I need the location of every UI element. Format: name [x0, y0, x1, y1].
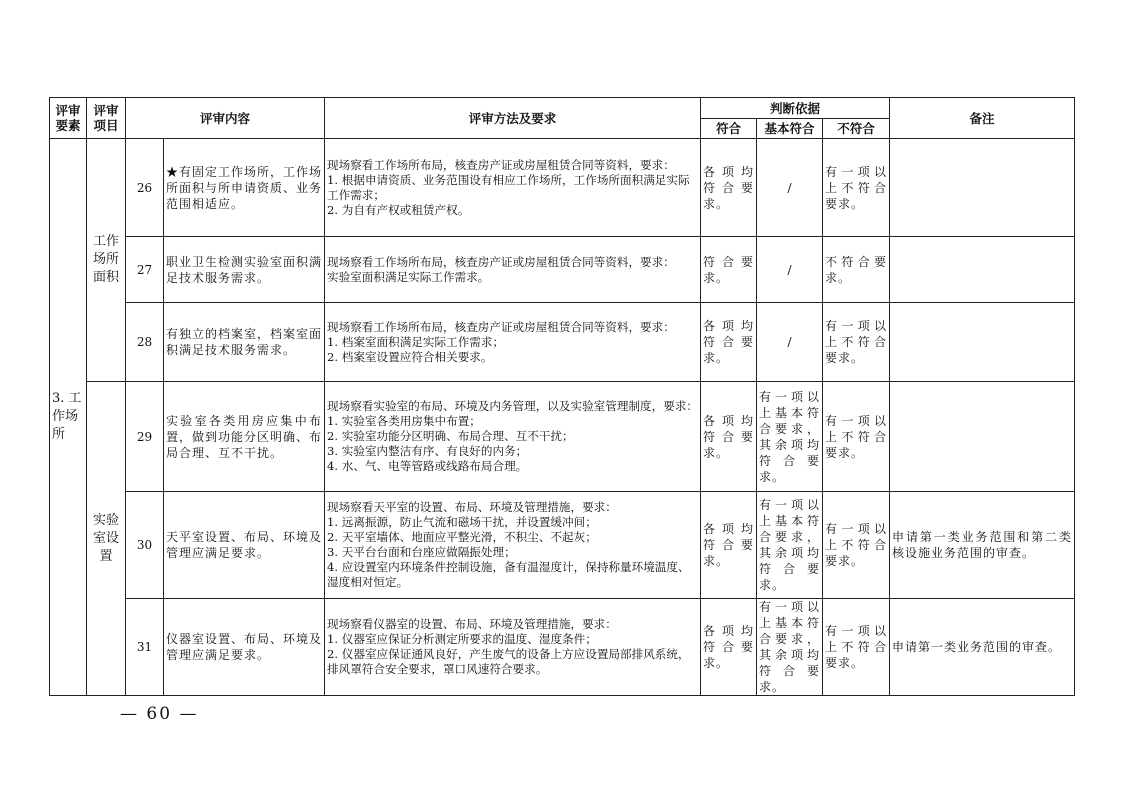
nonconform-cell: 有一项以上不符合要求。 [823, 382, 890, 492]
method-cell [325, 303, 701, 382]
method-line: 2. 档案室设置应符合相关要求。 [327, 349, 493, 364]
header-element: 评审要素 [50, 98, 87, 139]
remark-cell: 申请第一类业务范围和第二类核设施业务范围的审查。 [890, 492, 1075, 599]
table-row [50, 599, 1075, 696]
method-cell [325, 599, 701, 696]
row-number: 26 [126, 139, 164, 237]
header-item: 评审项目 [87, 98, 126, 139]
table-row [50, 382, 1075, 492]
basic-cell: 有一项以上基本符合要求，其余项均符合要求。 [757, 382, 823, 492]
header-remark: 备注 [890, 98, 1075, 139]
remark-cell [890, 139, 1075, 237]
header-method: 评审方法及要求 [325, 98, 701, 139]
method-line: 1. 根据申请资质、业务范围设有相应工作场所，工作场所面积满足实际工作需求； [327, 172, 690, 202]
header-conform: 符合 [701, 119, 757, 139]
method-line: 2. 天平室墙体、地面应平整光滑，不积尘、不起灰； [327, 530, 597, 544]
method-line: 3. 天平台台面和台座应做隔振处理； [327, 545, 516, 559]
method-line: 现场察看工作场所布局，核查房产证或房屋租赁合同等资料，要求： [327, 319, 675, 334]
method-cell [325, 139, 701, 237]
basic-cell: 有一项以上基本符合要求，其余项均符合要求。 [757, 492, 823, 599]
basic-cell: / [757, 237, 823, 303]
header-nonconform: 不符合 [823, 119, 890, 139]
nonconform-cell: 有一项以上不符合要求。 [823, 139, 890, 237]
nonconform-cell: 有一项以上不符合要求。 [823, 303, 890, 382]
page-number: — 60 — [120, 704, 199, 724]
content-cell: 有独立的档案室，档案室面积满足技术服务需求。 [164, 303, 325, 382]
conform-cell: 各项均符合要求。 [701, 492, 757, 599]
method-line: 1. 仪器室应保证分析测定所要求的温度、湿度条件； [327, 632, 597, 646]
conform-cell: 各项均符合要求。 [701, 599, 757, 696]
method-line: 现场察看工作场所布局，核查房产证或房屋租赁合同等资料，要求： [327, 157, 675, 172]
method-line: 3. 实验室内整洁有序、有良好的内务； [327, 444, 528, 458]
table-row [50, 237, 1075, 303]
remark-cell [890, 237, 1075, 303]
element-cell: 3. 工作场所 [50, 139, 87, 696]
conform-cell: 各项均符合要求。 [701, 139, 757, 237]
review-table [49, 97, 1075, 696]
method-line: 4. 应设置室内环境条件控制设施，备有温湿度计，保持称量环境温度、湿度相对恒定。 [327, 560, 690, 589]
content-cell: 天平室设置、布局、环境及管理应满足要求。 [164, 492, 325, 599]
method-cell [325, 382, 701, 492]
remark-cell [890, 303, 1075, 382]
method-cell [325, 237, 701, 303]
nonconform-cell: 有一项以上不符合要求。 [823, 492, 890, 599]
row-number: 30 [126, 492, 164, 599]
header-row-1 [50, 98, 1075, 119]
item-cell: 实验室设置 [87, 382, 126, 696]
header-content: 评审内容 [126, 98, 325, 139]
conform-cell: 各项均符合要求。 [701, 382, 757, 492]
row-number: 31 [126, 599, 164, 696]
nonconform-cell: 有一项以上不符合要求。 [823, 599, 890, 696]
conform-cell: 符合要求。 [701, 237, 757, 303]
content-cell: 职业卫生检测实验室面积满足技术服务需求。 [164, 237, 325, 303]
method-line: 实验室面积满足实际工作需求。 [327, 269, 490, 284]
method-line: 2. 实验室功能分区明确、布局合理、互不干扰； [327, 429, 574, 443]
basic-cell: / [757, 303, 823, 382]
method-line: 2. 仪器室应保证通风良好，产生废气的设备上方应设置局部排风系统，排风罩符合安全要求，罩口风速符合要求。 [327, 647, 690, 676]
row-number: 29 [126, 382, 164, 492]
header-basis: 判断依据 [701, 98, 890, 119]
method-line: 4. 水、气、电等管路或线路布局合理。 [327, 459, 528, 473]
header-basic-conform: 基本符合 [757, 119, 823, 139]
table-row [50, 139, 1075, 237]
method-line: 2. 为自有产权或租赁产权。 [327, 202, 470, 217]
content-cell: 仪器室设置、布局、环境及管理应满足要求。 [164, 599, 325, 696]
item-cell: 工作场所面积 [87, 139, 126, 382]
method-line: 1. 实验室各类用房集中布置； [327, 414, 481, 428]
remark-cell [890, 382, 1075, 492]
basic-cell: 有一项以上基本符合要求，其余项均符合要求。 [757, 599, 823, 696]
remark-cell: 申请第一类业务范围的审查。 [890, 599, 1075, 696]
nonconform-cell: 不符合要求。 [823, 237, 890, 303]
method-line: 1. 档案室面积满足实际工作需求； [327, 334, 505, 349]
content-cell: 实验室各类用房应集中布置，做到功能分区明确、布局合理、互不干扰。 [164, 382, 325, 492]
table-row [50, 303, 1075, 382]
row-number: 27 [126, 237, 164, 303]
basic-cell: / [757, 139, 823, 237]
table-row [50, 492, 1075, 599]
method-line: 现场察看仪器室的设置、布局、环境及管理措施，要求： [327, 617, 617, 631]
method-line: 现场察看工作场所布局，核查房产证或房屋租赁合同等资料，要求： [327, 254, 675, 269]
method-line: 现场察看天平室的设置、布局、环境及管理措施，要求： [327, 500, 617, 514]
method-cell [325, 492, 701, 599]
method-line: 现场察看实验室的布局、环境及内务管理，以及实验室管理制度，要求： [327, 399, 699, 413]
content-cell: ★有固定工作场所，工作场所面积与所申请资质、业务范围相适应。 [164, 139, 325, 237]
row-number: 28 [126, 303, 164, 382]
conform-cell: 各项均符合要求。 [701, 303, 757, 382]
method-line: 1. 远离振源，防止气流和磁场干扰，并设置缓冲间； [327, 515, 597, 529]
